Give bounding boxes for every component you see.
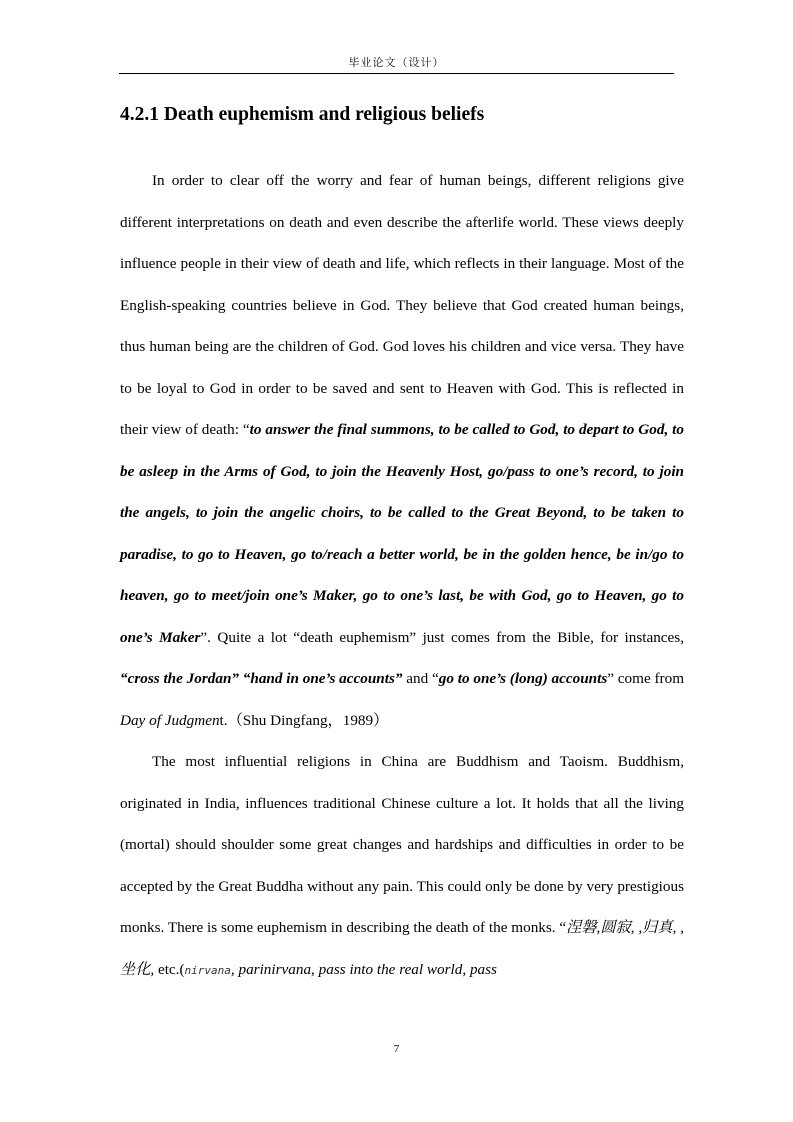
text-run: The most influential religions in China are Buddhism and Taoism. Buddhism, originated in India, influences traditional Chinese culture a lot. It holds that all the living (mortal) should shoulder some great changes and hardships and difficulties in order to be accepted by the Great Buddha without any pain. This could only be done by very prestigious monks. There is some euphemism in describing the death of the monks. “ — [120, 753, 684, 936]
section-heading: 4.2.1 Death euphemism and religious beliefs — [120, 104, 485, 125]
text-run: ”. Quite a lot “death euphemism” just comes from the Bible, for instances, — [200, 628, 684, 646]
text-run: etc.( — [154, 960, 185, 978]
book-title: Day of Judgmen — [120, 711, 220, 729]
citation: t.（Shu Dingfang，1989） — [219, 711, 389, 729]
euphemism-list: to answer the final summons, to be called to God, to depart to God, to be asleep in the Arms of God, to join the Heavenly Host, go/pass to one’s record, to join the angels, to join the angelic choirs, to be called to the Great Beyond, to be taken to paradise, to go to Heaven, go to/reach a better world, be in the golden hence, be in/go to heaven, go to meet/join one’s Maker, go to one’s last, be with God, go to Heaven, go to one’s Maker — [120, 421, 684, 646]
text-run: ” come from — [607, 670, 685, 687]
bible-euphemisms: “cross the Jordan” “hand in one’s accounts” — [120, 670, 403, 687]
page-number: 7 — [393, 1043, 400, 1055]
text-run: In order to clear off the worry and fear of human beings, different religions give different interpretations on death and even describe the afterlife world. These views deeply influence people in their view of death and life, which reflects in their language. Most of the English-speaking countries believe in God. They believe that God created human beings, thus human being are the children of God. God loves his children and vice versa. They have to be loyal to God in order to be saved and sent to Heaven with God. This is reflected in their view of death: “ — [120, 172, 684, 438]
paragraph-2 — [120, 741, 684, 991]
chinese-terms: 涅磐,圆寂, ,归真, ,坐化, — [120, 919, 684, 978]
header-divider — [119, 73, 674, 74]
body-text — [120, 160, 684, 991]
paragraph-1 — [120, 160, 684, 741]
english-terms: , parinirvana, pass into the real world, pass — [230, 960, 497, 978]
bible-euphemism: go to one’s (long) accounts — [438, 670, 608, 687]
running-header: 毕业论文（设计） — [348, 56, 445, 69]
text-run: and “ — [402, 670, 439, 687]
nirvana-term: nirvana — [184, 963, 231, 977]
